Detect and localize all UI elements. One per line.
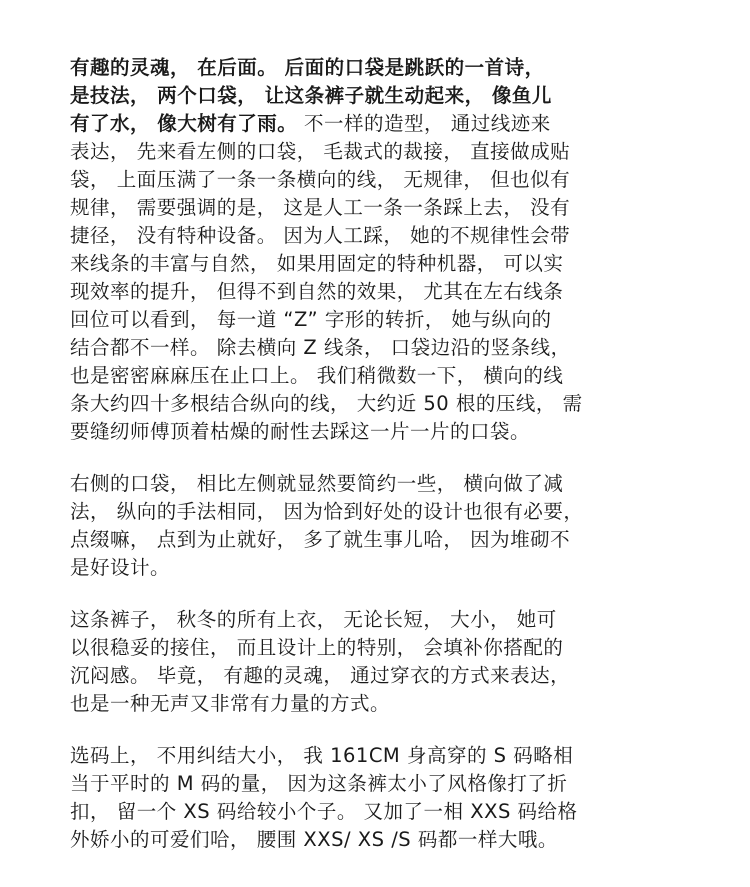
- text-line: 这条裤子， 秋冬的所有上衣， 无论长短， 大小， 她可: [70, 608, 557, 631]
- text-line: 结合都不一样。 除去横向 Z 线条， 口袋边沿的竖条线，: [70, 336, 571, 359]
- text-line: 捷径， 没有特种设备。 因为人工踩， 她的不规律性会带: [70, 224, 571, 247]
- paragraph-sizing: [70, 742, 670, 854]
- paragraph-pocket-design: [70, 54, 670, 446]
- text-segment: 不一样的造型， 通过线迹来: [297, 112, 551, 135]
- text-line: 回位可以看到， 每一道 “Z” 字形的转折， 她与纵向的: [70, 308, 552, 331]
- paragraph-right-pocket: [70, 470, 670, 582]
- paragraph-styling: [70, 606, 670, 718]
- text-line: 表达， 先来看左侧的口袋， 毛裁式的裁接， 直接做成贴: [70, 140, 571, 163]
- text-line: 外娇小的可爱们哈， 腰围 XXS/ XS /S 码都一样大哦。: [70, 828, 558, 851]
- text-line: 是技法， 两个口袋， 让这条裤子就生动起来， 像鱼儿: [70, 84, 552, 107]
- text-line: 点缀嘛， 点到为止就好， 多了就生事儿哈， 因为堆砌不: [70, 528, 571, 551]
- text-line: 当于平时的 M 码的量， 因为这条裤太小了风格像打了折: [70, 772, 568, 795]
- text-line: 扣， 留一个 XS 码给较小个子。 又加了一相 XXS 码给格: [70, 800, 578, 823]
- text-line: 来线条的丰富与自然， 如果用固定的特种机器， 可以实: [70, 252, 564, 275]
- text-line: 选码上， 不用纠结大小， 我 161CM 身高穿的 S 码略相: [70, 744, 574, 767]
- text-line: 有趣的灵魂， 在后面。 后面的口袋是跳跃的一首诗，: [70, 56, 545, 79]
- text-line: 要缝纫师傅顶着枯燥的耐性去踩这一片一片的口袋。: [70, 420, 531, 443]
- text-line: [70, 110, 670, 138]
- text-line: 条大约四十多根结合纵向的线， 大约近 50 根的压线， 需: [70, 392, 583, 415]
- text-line: 右侧的口袋， 相比左侧就显然要简约一些， 横向做了减: [70, 472, 564, 495]
- article-body: [70, 54, 670, 878]
- text-line: 法， 纵向的手法相同， 因为恰到好处的设计也很有必要，: [70, 500, 584, 523]
- text-line: 是好设计。: [70, 556, 171, 579]
- text-line: 沉闷感。 毕竟， 有趣的灵魂， 通过穿衣的方式来表达，: [70, 664, 571, 687]
- text-line: 现效率的提升， 但得不到自然的效果， 尤其在左右线条: [70, 280, 564, 303]
- text-line: 也是密密麻麻压在止口上。 我们稍微数一下， 横向的线: [70, 364, 564, 387]
- text-line: 袋， 上面压满了一条一条横向的线， 无规律， 但也似有: [70, 168, 571, 191]
- text-line: 以很稳妥的接住， 而且设计上的特别， 会填补你搭配的: [70, 636, 564, 659]
- text-line: 也是一种无声又非常有力量的方式。: [70, 692, 391, 715]
- text-line: 规律， 需要强调的是， 这是人工一条一条踩上去， 没有: [70, 196, 571, 219]
- bold-phrase: 有了水， 像大树有了雨。: [70, 112, 298, 135]
